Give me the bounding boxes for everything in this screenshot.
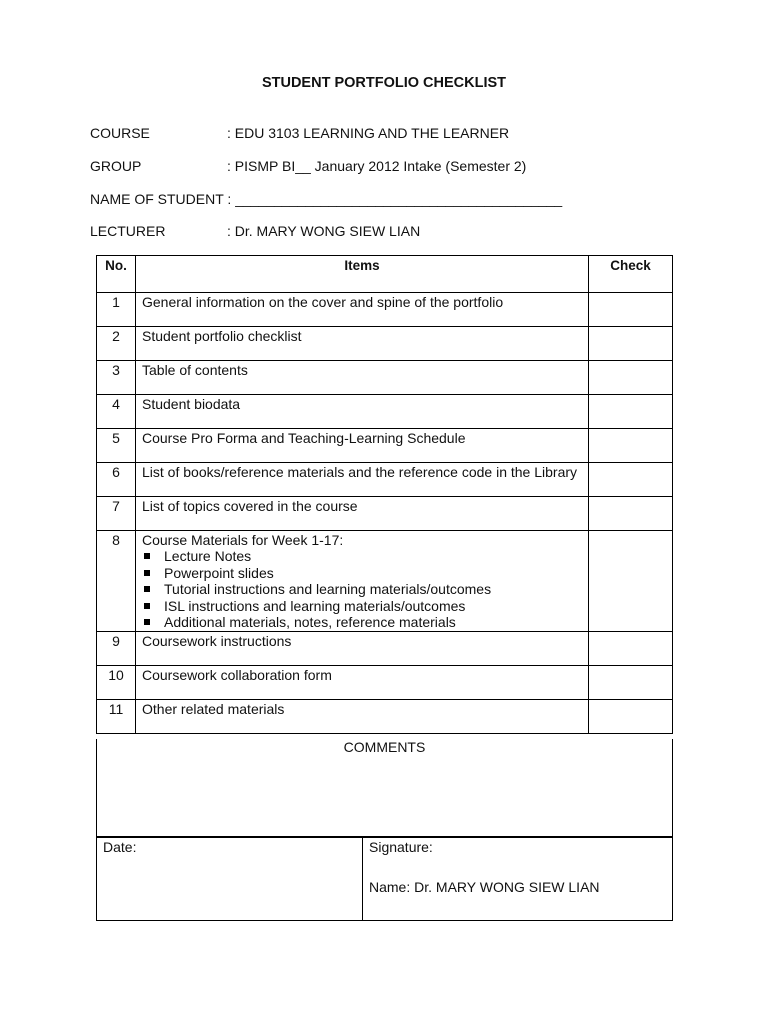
table-row	[97, 531, 673, 632]
list-item: Powerpoint slides	[142, 565, 582, 582]
group-row	[90, 158, 526, 174]
header-check: Check	[589, 256, 673, 293]
check-cell[interactable]	[589, 429, 673, 463]
row-item	[136, 531, 589, 632]
table-row	[97, 463, 673, 497]
row-number: 3	[97, 361, 136, 395]
date-box[interactable]	[97, 838, 363, 920]
signature-section	[96, 837, 673, 921]
row-item: Other related materials	[136, 699, 589, 733]
row-item: Table of contents	[136, 361, 589, 395]
row-number: 2	[97, 327, 136, 361]
group-label: GROUP	[90, 158, 142, 174]
table-row	[97, 395, 673, 429]
check-cell[interactable]	[589, 361, 673, 395]
row-item: Coursework instructions	[136, 631, 589, 665]
table-row	[97, 293, 673, 327]
check-cell[interactable]	[589, 631, 673, 665]
row-number: 5	[97, 429, 136, 463]
list-item: Tutorial instructions and learning materials/outcomes	[142, 581, 582, 598]
row-number: 7	[97, 497, 136, 531]
check-cell[interactable]	[589, 665, 673, 699]
check-cell[interactable]	[589, 699, 673, 733]
table-row	[97, 429, 673, 463]
check-cell[interactable]	[589, 395, 673, 429]
row-number: 9	[97, 631, 136, 665]
document-title: STUDENT PORTFOLIO CHECKLIST	[261, 75, 507, 91]
lecturer-row	[90, 223, 420, 239]
date-label: Date:	[103, 839, 137, 855]
row-number: 10	[97, 665, 136, 699]
group-value: : PISMP BI__ January 2012 Intake (Semester 2)	[227, 158, 527, 174]
table-row	[97, 631, 673, 665]
list-item: Lecture Notes	[142, 548, 582, 565]
row-item: List of books/reference materials and the reference code in the Library	[136, 463, 589, 497]
header-items: Items	[136, 256, 589, 293]
checklist-table	[96, 255, 673, 734]
row-item: List of topics covered in the course	[136, 497, 589, 531]
comments-box[interactable]	[96, 739, 673, 837]
course-materials-list	[142, 548, 582, 631]
check-cell[interactable]	[589, 293, 673, 327]
table-row	[97, 699, 673, 733]
check-cell[interactable]	[589, 497, 673, 531]
row-number: 1	[97, 293, 136, 327]
row-number: 8	[97, 531, 136, 632]
row-item: Course Pro Forma and Teaching-Learning Schedule	[136, 429, 589, 463]
row-number: 6	[97, 463, 136, 497]
comments-label: COMMENTS	[343, 739, 426, 755]
table-header-row	[97, 256, 673, 293]
course-value: : EDU 3103 LEARNING AND THE LEARNER	[227, 125, 510, 141]
student-name-label: NAME OF STUDENT :	[90, 191, 232, 207]
row-item: Student portfolio checklist	[136, 327, 589, 361]
lecturer-name-line: Name: Dr. MARY WONG SIEW LIAN	[369, 879, 600, 895]
student-name-field[interactable]: __________________________________________	[235, 191, 563, 207]
row-item: General information on the cover and spine of the portfolio	[136, 293, 589, 327]
check-cell[interactable]	[589, 327, 673, 361]
table-row	[97, 665, 673, 699]
course-row	[90, 125, 509, 141]
row-item-heading: Course Materials for Week 1-17:	[142, 532, 344, 548]
signature-label: Signature:	[369, 839, 433, 855]
check-cell[interactable]	[589, 463, 673, 497]
signature-box[interactable]	[363, 838, 672, 920]
list-item: ISL instructions and learning materials/outcomes	[142, 598, 582, 615]
row-item: Student biodata	[136, 395, 589, 429]
table-row	[97, 497, 673, 531]
course-label: COURSE	[90, 125, 150, 141]
student-name-row	[90, 191, 562, 207]
row-number: 11	[97, 699, 136, 733]
header-no: No.	[97, 256, 136, 293]
lecturer-label: LECTURER	[90, 223, 166, 239]
table-row	[97, 361, 673, 395]
lecturer-value: : Dr. MARY WONG SIEW LIAN	[227, 223, 421, 239]
row-item: Coursework collaboration form	[136, 665, 589, 699]
table-row	[97, 327, 673, 361]
check-cell[interactable]	[589, 531, 673, 632]
list-item: Additional materials, notes, reference materials	[142, 614, 582, 631]
row-number: 4	[97, 395, 136, 429]
